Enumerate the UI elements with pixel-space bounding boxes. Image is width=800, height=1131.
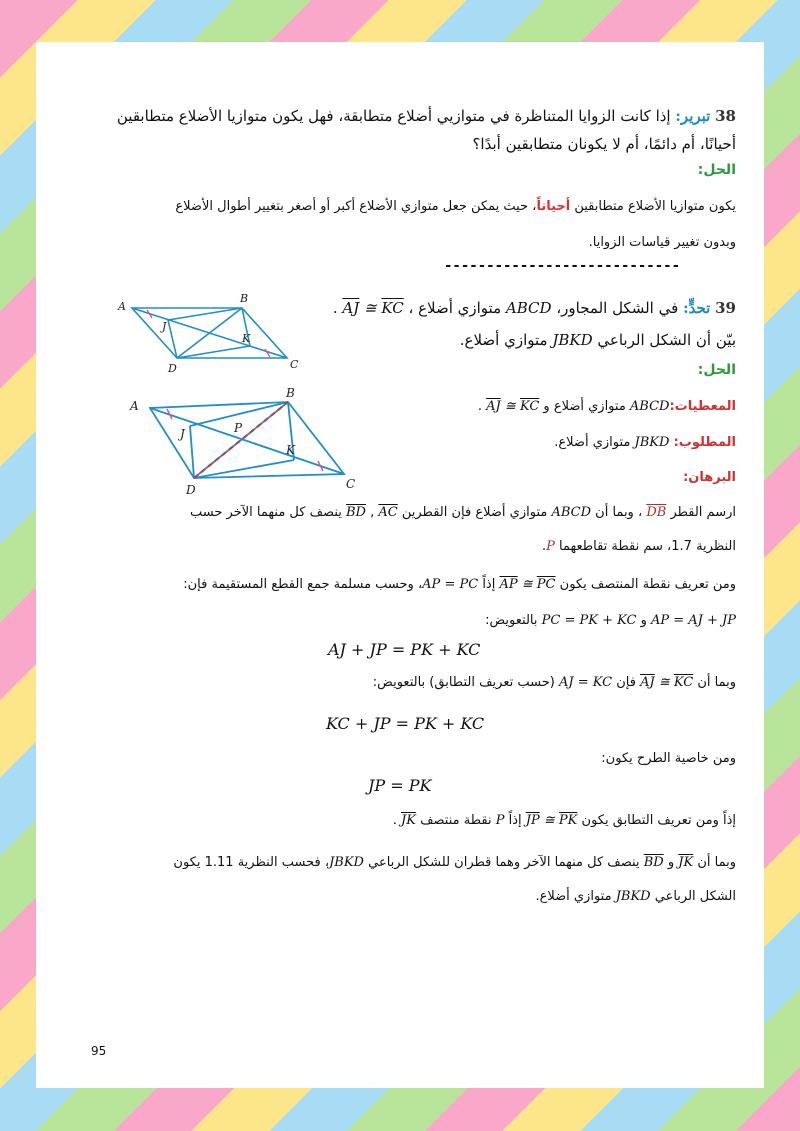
- equation-2: KC + JP = PK + KC: [326, 714, 485, 733]
- figure-large: [122, 388, 362, 498]
- p7-a: إذاً ومن تعريف التطابق يكون: [581, 813, 736, 828]
- p7-jk: JK: [401, 813, 416, 828]
- large-label-p: P: [234, 421, 243, 435]
- q39-period: .: [332, 299, 338, 317]
- q39-abcd: ABCD: [505, 299, 552, 317]
- p1-abcd: ABCD: [551, 505, 592, 520]
- givens-period: .: [477, 399, 483, 414]
- p5-kc: $\overline{KC}$: [673, 675, 694, 690]
- q39-text-1: في الشكل المجاور،: [556, 299, 679, 317]
- q38-number: 38: [715, 107, 736, 125]
- givens-label: المعطيات:: [669, 399, 736, 414]
- p5-b: فإن: [616, 675, 636, 690]
- p7-cong: [526, 813, 578, 828]
- p4-by-sub: بالتعويض:: [485, 613, 538, 628]
- q39-line1: [296, 294, 736, 322]
- large-label-b: B: [286, 388, 295, 400]
- p5-a: وبما أن: [697, 675, 736, 690]
- required-jbkd: JBKD: [634, 435, 670, 450]
- separator: ----------------------------: [444, 258, 681, 274]
- figure-small: [112, 290, 312, 380]
- givens-text: متوازي أضلاع و: [543, 399, 626, 414]
- p5-cong: [640, 675, 693, 690]
- equation-3: JP = PK: [368, 776, 432, 795]
- p1-c: متوازي أضلاع فإن القطرين: [401, 505, 548, 520]
- proof-line2: [56, 532, 736, 562]
- p8-jk: JK: [678, 855, 694, 870]
- large-label-a: A: [130, 399, 139, 413]
- p8-jbkd: JBKD: [329, 855, 364, 870]
- q39-line2: [296, 326, 736, 354]
- page: [36, 42, 764, 1088]
- q38-answer-part2: ، حيث يمكن جعل متوازي الأضلاع أكبر أو أصغر بتغيير أطوال الأضلاع: [175, 199, 537, 214]
- large-label-c: C: [346, 477, 356, 491]
- small-label-c: C: [290, 358, 299, 371]
- givens-aj: $\overline{AJ}$: [486, 399, 501, 414]
- p7-c: نقطة منتصف: [420, 813, 492, 828]
- large-label-d: D: [186, 483, 196, 497]
- p8-c: ، فحسب النظرية 1.11 يكون: [173, 855, 330, 870]
- proof-line8: [56, 848, 736, 878]
- p7-jp: $\overline{JP}$: [525, 813, 540, 828]
- large-label-j: J: [180, 427, 185, 441]
- p7-p: P: [495, 813, 505, 828]
- q38-keyword: تبرير:: [675, 107, 711, 125]
- q39-aj: $\overline{AJ}$: [342, 299, 360, 317]
- q39-cong: ≅: [364, 299, 377, 317]
- q39-number: 39: [715, 299, 736, 317]
- q38-text-1: إذا كانت الزوايا المتناظرة في متوازيي أضلاع متطابقة، فهل يكون متوازيا الأضلاع متطابقين: [116, 107, 671, 125]
- p9-jbkd: JBKD: [615, 889, 651, 904]
- q38-answer-part1: يكون متوازيا الأضلاع متطابقين: [574, 199, 736, 214]
- small-label-d: D: [168, 362, 177, 375]
- p1-ac: AC: [378, 505, 398, 520]
- p2-a: النظرية 1.7، سم نقطة تقاطعهما: [559, 539, 736, 554]
- p7-b: إذاً: [508, 813, 522, 828]
- givens-cong: [486, 399, 539, 414]
- small-label-j: J: [162, 320, 167, 333]
- proof-line9: [56, 882, 736, 912]
- proof-line6: ومن خاصية الطرح يكون:: [601, 751, 736, 766]
- p9-b: متوازي أضلاع.: [535, 889, 612, 904]
- p5-cong-sym: ≅: [658, 675, 670, 690]
- q38-answer-line2: وبدون تغيير قياسات الزوايا.: [588, 235, 736, 250]
- proof-line4: [56, 606, 736, 636]
- proof-line7: [56, 806, 736, 836]
- p1-a: ارسم القطر: [670, 505, 736, 520]
- p8-a: وبما أن: [697, 855, 736, 870]
- p1-b: ، وبما أن: [595, 505, 643, 520]
- small-label-a: A: [118, 300, 126, 313]
- p4-eq-ap: AP = AJ + JP: [650, 613, 736, 628]
- q39-given: [342, 299, 403, 317]
- givens-line: [366, 392, 736, 422]
- p3-a: ومن تعريف نقطة المنتصف يكون: [559, 577, 736, 592]
- q38-line1: [56, 102, 736, 130]
- p7-period: .: [392, 813, 397, 828]
- p1-db: DB: [646, 505, 667, 520]
- required-label: المطلوب:: [673, 435, 736, 450]
- required-line: [366, 428, 736, 458]
- givens-cong-sym: ≅: [504, 399, 516, 414]
- small-label-k: K: [242, 332, 251, 345]
- q39-kc: $\overline{KC}$: [381, 299, 404, 317]
- proof-label: البرهان:: [683, 470, 736, 485]
- q39-line2-2: متوازي أضلاع.: [459, 331, 548, 349]
- p1-bd: BD: [346, 505, 366, 520]
- q39-jbkd: JBKD: [552, 331, 593, 349]
- p3-ap-eq-pc: AP = PC: [422, 577, 479, 592]
- p4-and: و: [640, 613, 647, 628]
- proof-line3: [56, 570, 736, 600]
- q39-text-2: متوازي أضلاع ،: [408, 299, 502, 317]
- q39-line2-1: بيّن أن الشكل الرباعي: [597, 331, 736, 349]
- p2-p: P: [546, 539, 555, 554]
- q39-keyword: تحدٍّ:: [683, 299, 711, 317]
- p5-c: (حسب تعريف التطابق) بالتعويض:: [372, 675, 555, 690]
- givens-kc: $\overline{KC}$: [519, 399, 540, 414]
- p5-aj-eq-kc: AJ = KC: [558, 675, 613, 690]
- q38-answer-line1: [56, 192, 736, 222]
- q38-line2: [56, 130, 736, 158]
- p1-d: ينصف كل منهما الآخر حسب: [190, 505, 342, 520]
- p4-eq-pc: PC = PK + KC: [541, 613, 637, 628]
- proof-line5: [56, 668, 736, 698]
- q39-solution-label: الحل:: [697, 362, 736, 378]
- p3-c: ، وحسب مسلمة جمع القطع المستقيمة فإن:: [183, 577, 423, 592]
- required-text: متوازي أضلاع.: [554, 435, 631, 450]
- q38-text-2: أحيانًا، أم دائمًا، أم لا يكونان متطابقين أبدًا؟: [472, 135, 736, 153]
- large-label-k: K: [286, 443, 295, 457]
- proof-line1: ارسم القطر DB ، وبما أن ABCD متوازي أضلاع فإن القطرين BD , AC ينصف كل منهما الآخر حسب: [190, 505, 736, 520]
- p9-a: الشكل الرباعي: [654, 889, 736, 904]
- p8-and: و: [667, 855, 675, 870]
- p3-pc: $\overline{PC}$: [536, 577, 556, 592]
- equation-1: AJ + JP = PK + KC: [328, 640, 481, 659]
- givens-abcd: ABCD: [629, 399, 670, 414]
- p2-period: .: [542, 539, 547, 554]
- small-label-b: B: [240, 292, 249, 305]
- p3-cong-sym: ≅: [521, 577, 533, 592]
- q38-solution-label: الحل:: [697, 162, 736, 178]
- p3-cong: [499, 577, 555, 592]
- p7-pk: $\overline{PK}$: [558, 813, 578, 828]
- p8-b: ينصف كل منهما الآخر وهما قطران للشكل الرباعي: [368, 855, 640, 870]
- page-number: 95: [91, 1044, 107, 1058]
- q38-answer-highlight: أحياناً: [536, 199, 571, 214]
- p3-ap: $\overline{AP}$: [499, 577, 518, 592]
- p5-aj: $\overline{AJ}$: [640, 675, 655, 690]
- p3-b: إذاً: [482, 577, 496, 592]
- p7-cong-sym: ≅: [543, 813, 555, 828]
- p8-bd: BD: [643, 855, 664, 870]
